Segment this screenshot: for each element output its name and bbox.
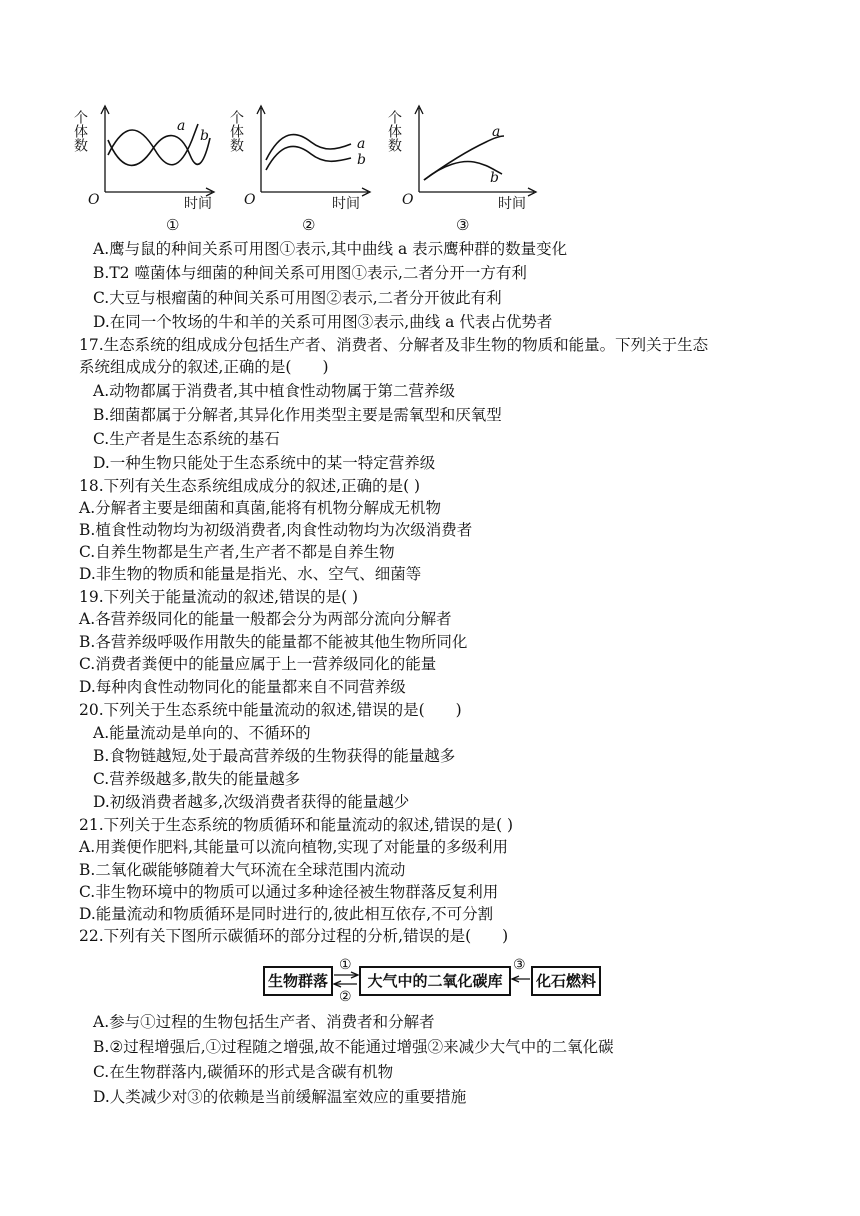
curve-a-label: a	[177, 118, 186, 134]
q21-option-a: A.用粪便作肥料,其能量可以流向植物,实现了对能量的多级利用	[79, 838, 508, 856]
q16-option-c: C.大豆与根瘤菌的种间关系可用图②表示,二者分开彼此有利	[93, 289, 502, 307]
graph-1	[72, 100, 220, 212]
graph-3-number: ③	[456, 216, 470, 234]
q18-option-c: C.自养生物都是生产者,生产者不都是自养生物	[79, 543, 395, 561]
q17-stem-line1: 17.生态系统的组成成分包括生产者、消费者、分解者及非生物的物质和能量。下列关于生态	[79, 336, 709, 354]
q19-option-b: B.各营养级呼吸作用散失的能量都不能被其他生物所同化	[79, 633, 468, 651]
curve-b-label: b	[200, 128, 209, 144]
y-axis-label: 个体数	[228, 110, 244, 152]
q21-option-c: C.非生物环境中的物质可以通过多种途径被生物群落反复利用	[79, 883, 499, 901]
q16-option-d: D.在同一个牧场的牛和羊的关系可用图③表示,曲线 a 代表占优势者	[93, 313, 553, 331]
q22-stem: 22.下列有关下图所示碳循环的部分过程的分析,错误的是( )	[79, 927, 509, 945]
arrow-1-label: ①	[339, 957, 352, 973]
q18-option-d: D.非生物的物质和能量是指光、水、空气、细菌等	[79, 565, 422, 583]
q20-option-b: B.食物链越短,处于最高营养级的生物获得的能量越多	[93, 747, 456, 765]
q17-option-c: C.生产者是生态系统的基石	[93, 430, 280, 448]
q20-option-c: C.营养级越多,散失的能量越多	[93, 770, 301, 788]
origin-label: O	[402, 192, 414, 208]
box-biological-community: 生物群落	[263, 966, 333, 996]
q16-option-b: B.T2 噬菌体与细菌的种间关系可用图①表示,二者分开一方有利	[93, 264, 527, 282]
x-axis-label: 时间	[184, 196, 212, 212]
q17-option-d: D.一种生物只能处于生态系统中的某一特定营养级	[93, 454, 436, 472]
origin-label: O	[88, 192, 100, 208]
q21-option-d: D.能量流动和物质循环是同时进行的,彼此相互依存,不可分割	[79, 905, 494, 923]
graph-1-number: ①	[166, 216, 180, 234]
q22-option-a: A.参与①过程的生物包括生产者、消费者和分解者	[93, 1013, 435, 1031]
graph-3	[386, 100, 544, 212]
q20-option-d: D.初级消费者越多,次级消费者获得的能量越少	[93, 793, 410, 811]
curve-b-label: b	[490, 170, 499, 186]
q18-option-a: A.分解者主要是细菌和真菌,能将有机物分解成无机物	[79, 499, 442, 517]
q17-option-a: A.动物都属于消费者,其中植食性动物属于第二营养级	[93, 382, 456, 400]
x-axis-label: 时间	[332, 196, 360, 212]
arrow-2-label: ②	[339, 989, 352, 1004]
q18-stem: 18.下列有关生态系统组成成分的叙述,正确的是( )	[79, 477, 421, 495]
q17-stem-line2: 系统组成成分的叙述,正确的是( )	[79, 358, 329, 376]
curve-a-label: a	[357, 136, 366, 152]
q19-option-d: D.每种肉食性动物同化的能量都来自不同营养级	[79, 678, 406, 696]
q20-stem: 20.下列关于生态系统中能量流动的叙述,错误的是( )	[79, 701, 462, 719]
q18-option-b: B.植食性动物均为初级消费者,肉食性动物均为次级消费者	[79, 521, 473, 539]
curve-b-label: b	[357, 152, 366, 168]
y-axis-label: 个体数	[386, 110, 402, 152]
q19-stem: 19.下列关于能量流动的叙述,错误的是( )	[79, 588, 359, 606]
y-axis-label: 个体数	[72, 110, 88, 152]
q16-option-a: A.鹰与鼠的种间关系可用图①表示,其中曲线 a 表示鹰种群的数量变化	[93, 240, 568, 258]
q22-option-d: D.人类减少对③的依赖是当前缓解温室效应的重要措施	[93, 1088, 467, 1106]
q20-option-a: A.能量流动是单向的、不循环的	[93, 724, 311, 742]
q17-option-b: B.细菌都属于分解者,其异化作用类型主要是需氧型和厌氧型	[93, 406, 502, 424]
x-axis-label: 时间	[498, 196, 526, 212]
q21-stem: 21.下列关于生态系统的物质循环和能量流动的叙述,错误的是( )	[79, 816, 514, 834]
box-atmospheric-co2-pool: 大气中的二氧化碳库	[359, 966, 511, 996]
graph-2-number: ②	[302, 216, 316, 234]
q22-option-b: B.②过程增强后,①过程随之增强,故不能通过增强②来减少大气中的二氧化碳	[93, 1038, 614, 1056]
q19-option-c: C.消费者粪便中的能量应属于上一营养级同化的能量	[79, 655, 437, 673]
arrow-3-label: ③	[513, 957, 526, 973]
origin-label: O	[244, 192, 256, 208]
curve-a-label: a	[492, 124, 501, 140]
graph-2	[228, 100, 376, 212]
box-fossil-fuels: 化石燃料	[531, 966, 601, 996]
q19-option-a: A.各营养级同化的能量一般都会分为两部分流向分解者	[79, 610, 452, 628]
q21-option-b: B.二氧化碳能够随着大气环流在全球范围内流动	[79, 861, 406, 879]
carbon-cycle-diagram	[263, 956, 603, 1004]
q22-option-c: C.在生物群落内,碳循环的形式是含碳有机物	[93, 1063, 394, 1081]
